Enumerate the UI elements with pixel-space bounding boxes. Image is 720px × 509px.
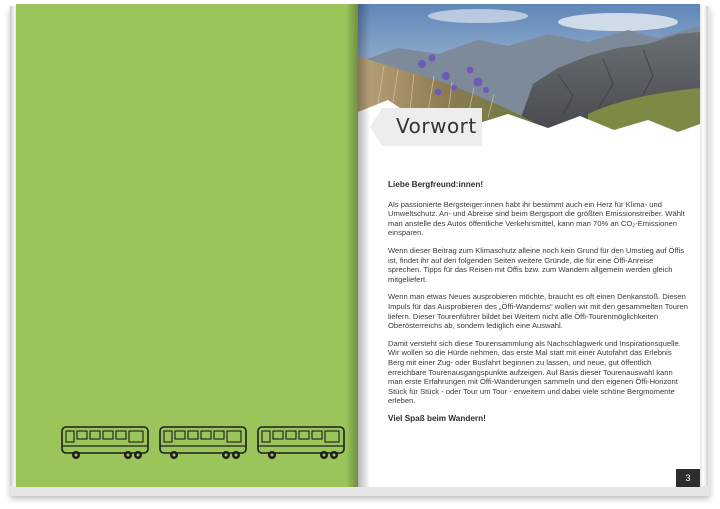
greeting: Liebe Bergfreund:innen! xyxy=(388,180,484,189)
right-page-edge xyxy=(699,6,708,486)
book-gutter xyxy=(346,4,370,487)
foreword-text xyxy=(388,180,688,431)
paragraph-1: Als passionierte Bergsteiger:innen habt ihr bestimmt auch ein Herz für Klima- und Umweltschutz. An- und Abreise sind beim Bergsport die größten Emissionstreiber. Wählt man anstelle des Autos öffentliche Verkehrsmittel, kann man 70% an CO₂-Emissionen einsparen. xyxy=(388,199,685,238)
bus-icon xyxy=(160,427,246,459)
bus-row xyxy=(60,424,350,464)
paragraph-3: Wenn man etwas Neues ausprobieren möchte, braucht es oft einen Denkanstoß. Diesen Impuls für das Ausprobieren des „Öffi-Wanderns“ wollen wir mit den gesammelten Touren liefern. Dieser Tourenführer bildet bei Weitem nicht alle Öffi-Tourenmöglichkeiten Oberösterreichs ab, sondern lediglich eine Auswahl. xyxy=(388,292,688,331)
bus-icon xyxy=(258,427,344,459)
paragraph-4: Damit versteht sich diese Tourensammlung als Nachschlagwerk und Inspirationsquelle. Wir wollen so die Hürde nehmen, das erste Mal statt mit einer Autofahrt das Erlebnis Berg mit einer Zug- oder Busfahrt beginnen zu lassen, und neue, gut öffentlich erreichbare Tourenausgangspunkte aufzeigen. Auf Basis dieser Tourenauswahl kann man erste Erfahrungen mit Öffi-Wanderungen sammeln und den eigenen Öffi-Horizont Stück für Stück - oder Tour um Tour - erweitern und dabei viele schöne Bergmomente erleben. xyxy=(388,338,681,406)
bus-icon xyxy=(62,427,148,459)
paragraph-2: Wenn dieser Beitrag zum Klimaschutz alleine noch kein Grund für den Umstieg auf Öffis ist, findet ihr auf den folgenden Seiten weitere Gründe, die für eine Öffi-Anreise sprechen. Tipps für das Reisen mit Öffis bzw. zum Wandern allgemein werden gleich mitgeliefert. xyxy=(388,245,685,284)
right-page xyxy=(358,4,700,487)
page-number: 3 xyxy=(676,469,700,487)
title-tag xyxy=(370,108,482,146)
page-title: Vorwort xyxy=(396,114,477,138)
closing: Viel Spaß beim Wandern! xyxy=(388,413,486,423)
left-page xyxy=(16,4,358,487)
